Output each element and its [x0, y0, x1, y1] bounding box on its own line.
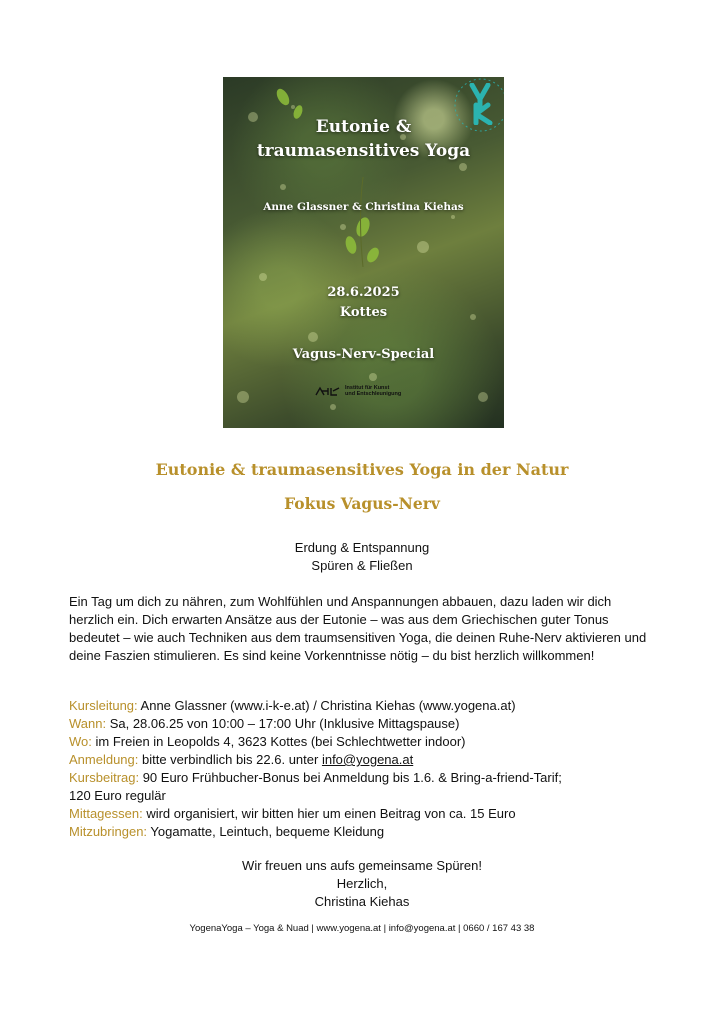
detail-wann: Wann: Sa, 28.06.25 von 10:00 – 17:00 Uhr (Inklusive Mittagspause)	[69, 716, 460, 731]
poster-date-place: 28.6.2025 Kottes	[327, 285, 400, 320]
course-details	[69, 697, 669, 841]
intro-paragraph: Ein Tag um dich zu nähren, zum Wohlfühlen und Anspannungen abbauen, dazu laden wir dich herzlich ein. Dich erwarten Ansätze aus der Eutonie – was aus dem Griechischen guter Tonus bedeutet – wie auch Techniken aus dem traumsensitiven Yoga, die deinen Ruhe-Nerv aktivieren und deine Faszien stimulieren. Es sind keine Vorkenntnisse nötig – du bist herzlich willkommen!	[69, 594, 647, 663]
email-link[interactable]: info@yogena.at	[321, 752, 414, 767]
page-heading: Eutonie & traumasensitives Yoga in der Natur	[155, 460, 569, 479]
institute-logo: Institut für Kunst und Entschleunigung	[315, 385, 401, 397]
tagline-1: Erdung & Entspannung	[294, 540, 430, 555]
detail-mitzubringen: Mitzubringen: Yogamatte, Leintuch, bequeme Kleidung	[69, 824, 385, 839]
detail-kursleitung: Kursleitung: Anne Glassner (www.i-k-e.at) / Christina Kiehas (www.yogena.at)	[69, 698, 516, 713]
page-subheading: Fokus Vagus-Nerv	[284, 494, 440, 513]
closing-line-2: Herzlich,	[336, 876, 388, 891]
closing-signature: Christina Kiehas	[314, 894, 410, 909]
leaf-icon	[274, 87, 381, 265]
detail-wo: Wo: im Freien in Leopolds 4, 3623 Kottes (bei Schlechtwetter indoor)	[69, 734, 466, 749]
detail-kursbeitrag-2: 120 Euro regulär	[69, 788, 166, 803]
detail-mittagessen: Mittagessen: wird organisiert, wir bitten hier um einen Beitrag von ca. 15 Euro	[69, 806, 516, 821]
institute-logo-icon	[315, 385, 341, 397]
event-poster-image	[223, 77, 504, 428]
detail-anmeldung: Anmeldung: bitte verbindlich bis 22.6. unter info@yogena.at	[69, 752, 414, 767]
detail-kursbeitrag: Kursbeitrag: 90 Euro Frühbucher-Bonus bei Anmeldung bis 1.6. & Bring-a-friend-Tarif;	[69, 770, 562, 785]
closing-line-1: Wir freuen uns aufs gemeinsame Spüren!	[242, 858, 482, 873]
poster-names: Anne Glassner & Christina Kiehas	[263, 201, 464, 213]
poster-special: Vagus-Nerv-Special	[292, 347, 435, 362]
page-footer: YogenaYoga – Yoga & Nuad | www.yogena.at | info@yogena.at | 0660 / 167 43 38	[189, 923, 535, 934]
poster-title: Eutonie & traumasensitives Yoga	[256, 117, 471, 161]
tagline-2: Spüren & Fließen	[311, 558, 413, 573]
